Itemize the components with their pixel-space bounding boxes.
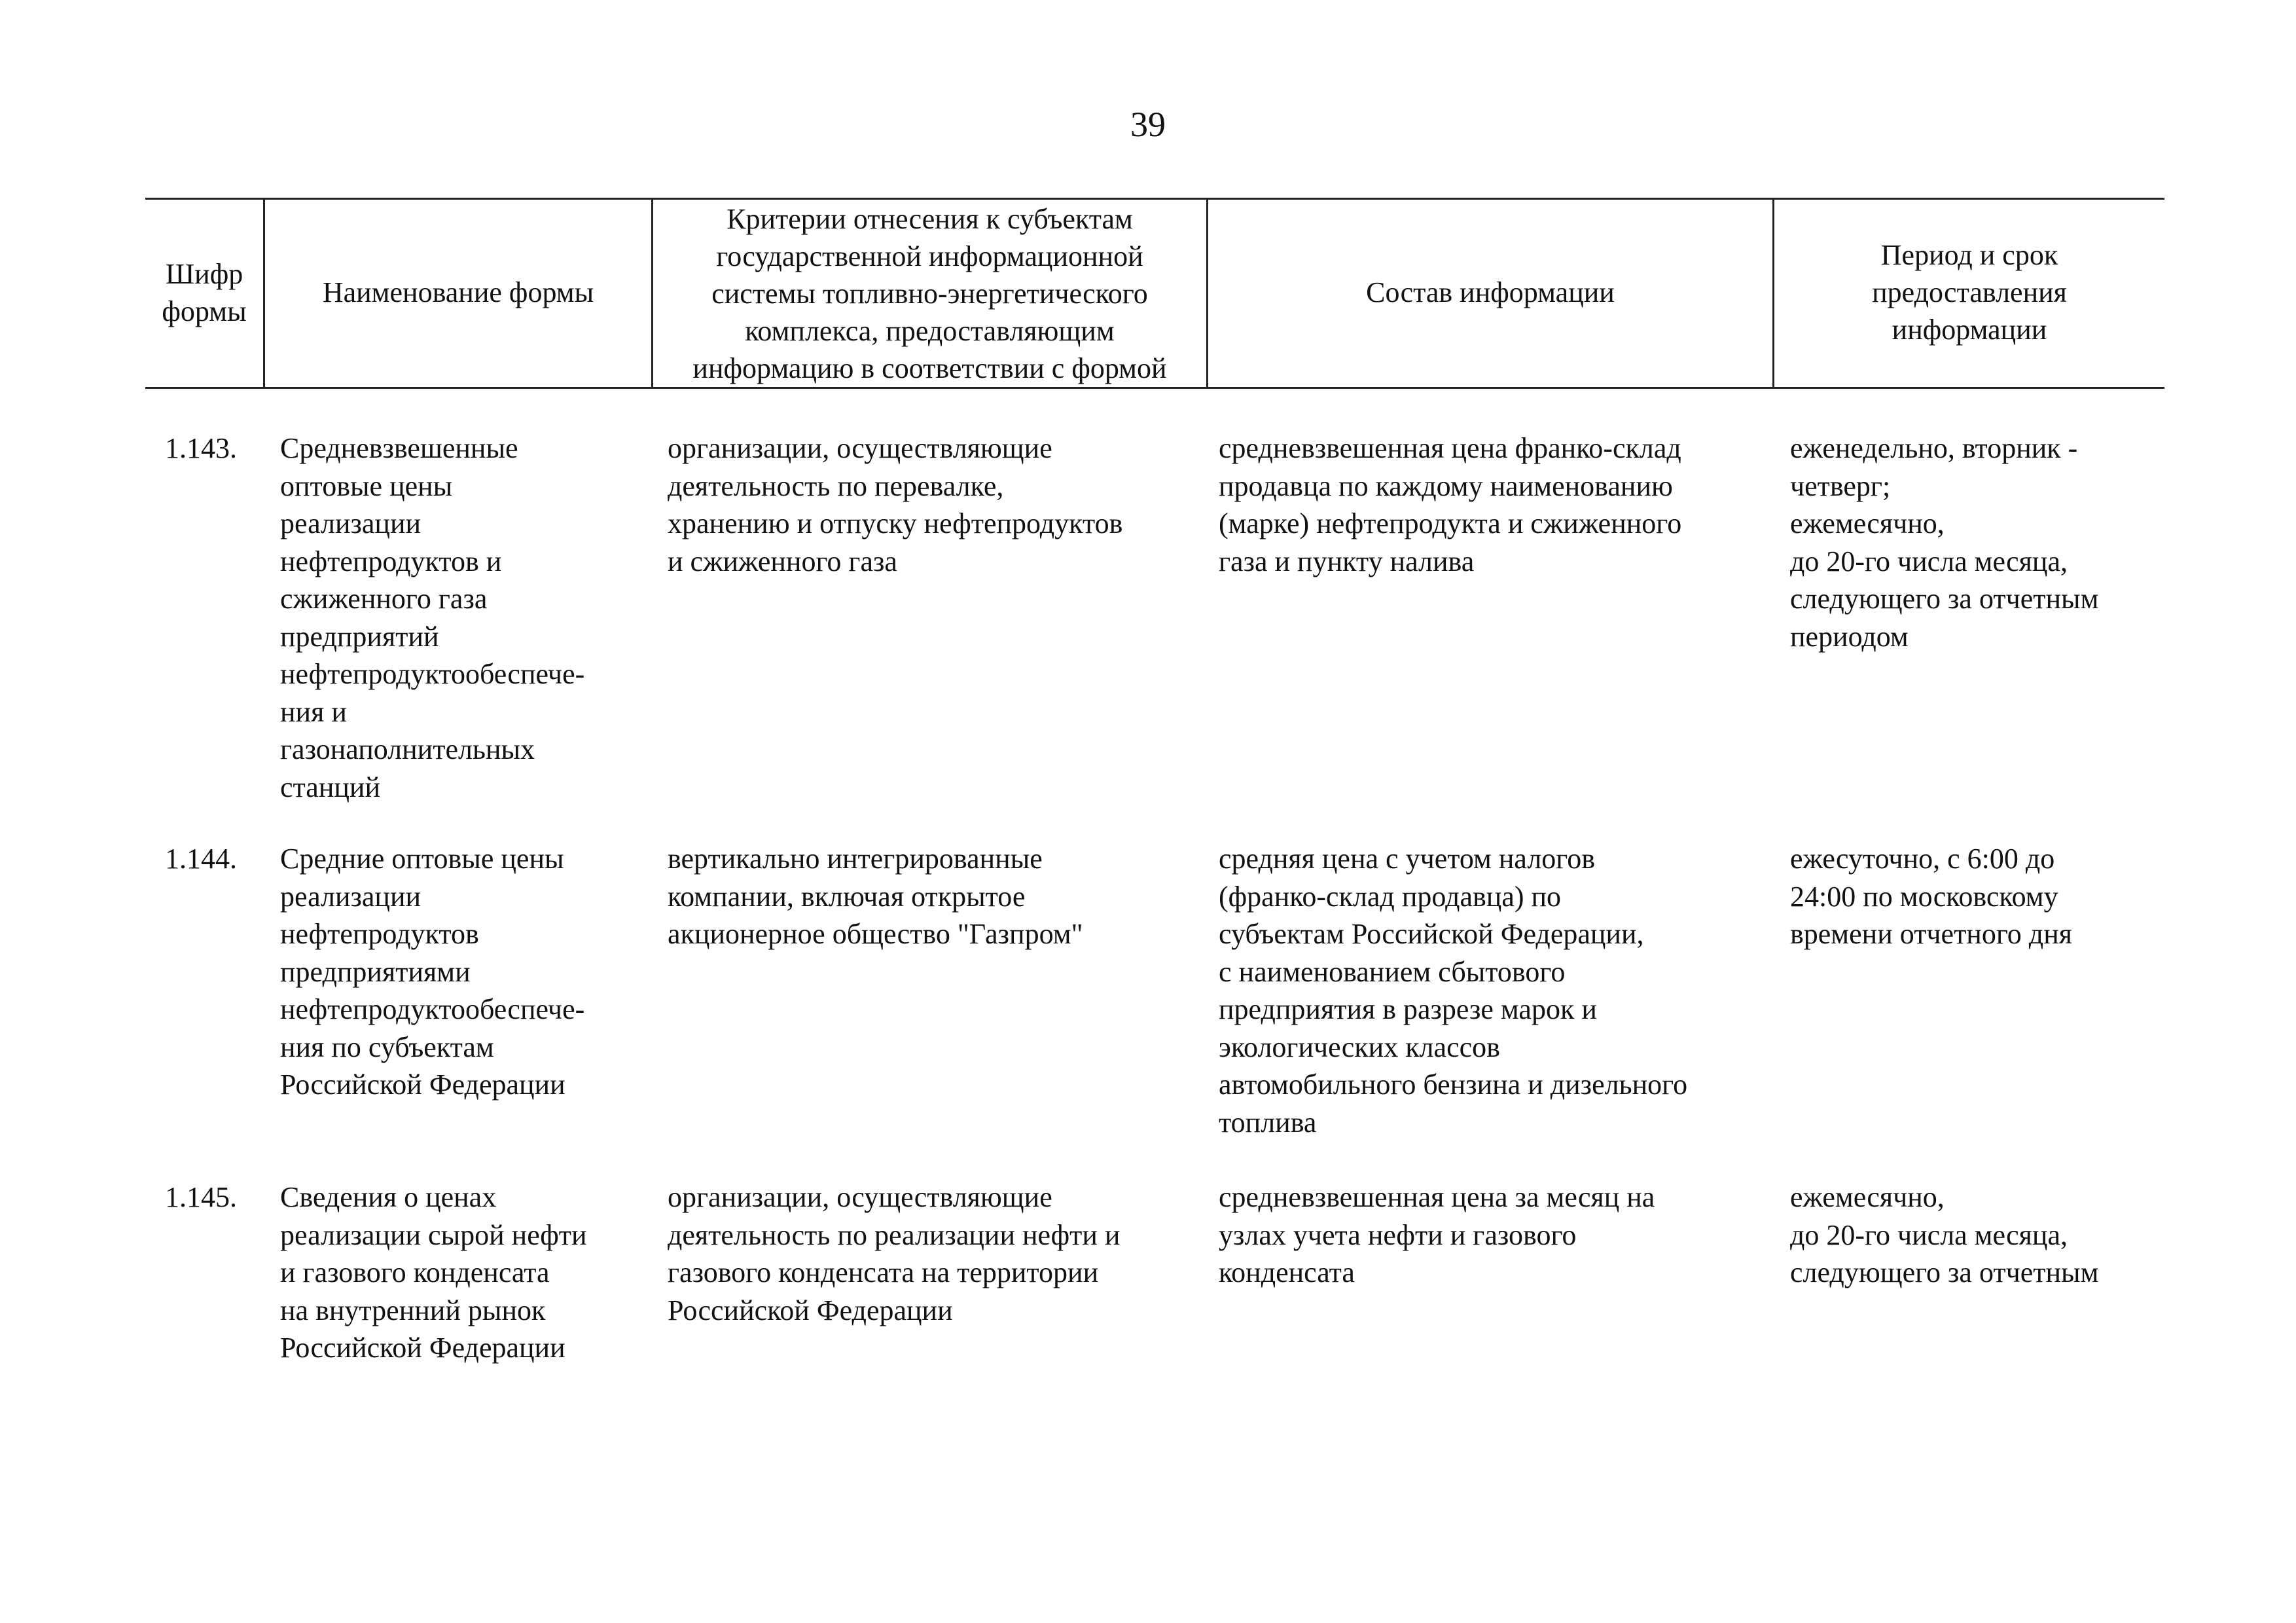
header-info-composition: Состав информации [1366,276,1615,308]
row-criteria: вертикально интегрированные компании, включая открытое акционерное общество "Газпром" [668,843,1083,950]
row-period: еженедельно, вторник - четверг; ежемесячно, до 20-го числа месяца, следующего за отчетным периодом [1790,432,2099,653]
row-form-name: Средние оптовые цены реализации нефтепродуктов предприятиями нефтепродуктообеспече- ния по субъектам Российской Федерации [280,843,585,1101]
row-code: 1.144. [165,843,237,875]
row-form-name: Средневзвешенные оптовые цены реализации нефтепродуктов и сжиженного газа предприятий нефтепродуктообеспече- ния и газонаполнительных станций [280,432,585,803]
row-criteria: организации, осуществляющие деятельность по перевалке, хранению и отпуску нефтепродуктов и сжиженного газа [668,432,1123,577]
row-period: ежемесячно, до 20-го числа месяца, следующего за отчетным [1790,1181,2099,1288]
header-period: Период и срок предоставления информации [1872,239,2067,346]
row-period: ежесуточно, с 6:00 до 24:00 по московскому времени отчетного дня [1790,843,2072,950]
row-criteria: организации, осуществляющие деятельность по реализации нефти и газового конденсата на территории Российской Федерации [668,1181,1121,1326]
row-info: средневзвешенная цена франко-склад продавца по каждому наименованию (марке) нефтепродукта и сжиженного газа и пункту налива [1219,432,1682,577]
row-code: 1.145. [165,1181,237,1213]
header-criteria: Критерии отнесения к субъектам государственной информационной системы топливно-энергетического комплекса, предоставляющим информацию в соответствии с формой [692,203,1167,384]
row-info: средневзвешенная цена за месяц на узлах учета нефти и газового конденсата [1219,1181,1655,1288]
page-number: 39 [1130,105,1166,144]
row-code: 1.143. [165,432,237,464]
header-bottom-rule [145,387,2164,389]
row-form-name: Сведения о ценах реализации сырой нефти и газового конденсата на внутренний рынок Российской Федерации [280,1181,587,1364]
row-info: средняя цена с учетом налогов (франко-склад продавца) по субъектам Российской Федерации, с наименованием сбытового предприятия в разрезе марок и экологических классов автомобильного бензина и дизельного топлива [1219,843,1688,1139]
header-code: Шифр формы [162,257,247,327]
header-form-name: Наименование формы [322,276,594,308]
